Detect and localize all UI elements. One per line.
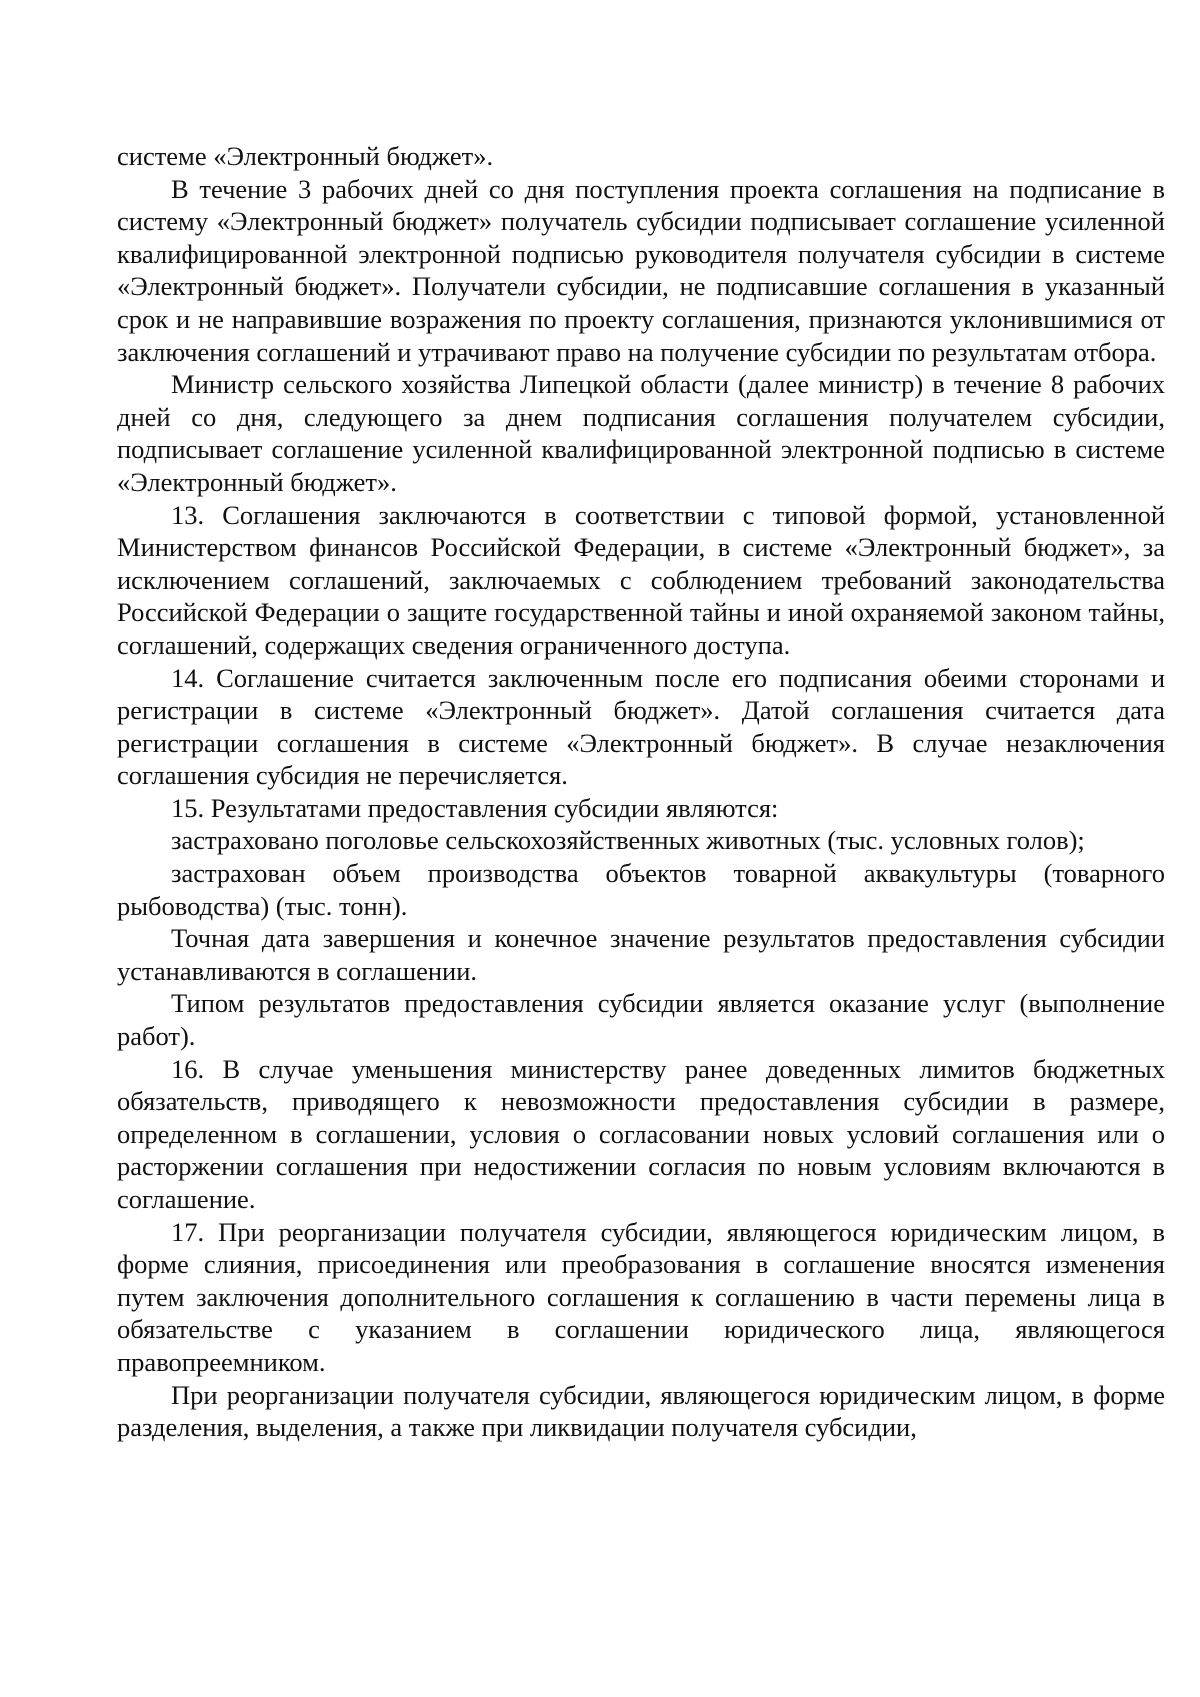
paragraph-minister-signing: Министр сельского хозяйства Липецкой области (далее министр) в течение 8 рабочих дней со дня, следующего за днем подписания соглашения получателем субсидии, подписывает соглашение усиленной квалифицированной электронной подписью в системе «Электронный бюджет». — [117, 369, 1165, 497]
paragraph-result-type: Типом результатов предоставления субсидии является оказание услуг (выполнение работ). — [117, 988, 1165, 1052]
paragraph-continuation: системе «Электронный бюджет». — [117, 141, 494, 171]
paragraph-13: 13. Соглашения заключаются в соответствии с типовой формой, установленной Министерством финансов Российской Федерации, в системе «Электронный бюджет», за исключением соглашений, заключаемых с соблюдением требований законодательства Российской Федерации о защите государственной тайны и иной охраняемой законом тайны, соглашений, содержащих сведения ограниченного доступа. — [117, 499, 1165, 660]
paragraph-15: 15. Результатами предоставления субсидии являются: — [171, 792, 779, 823]
paragraph-17: 17. При реорганизации получателя субсидии, являющегося юридическим лицом, в форме слияния, присоединения или преобразования в соглашение вносятся изменения путем заключения дополнительного соглашения к соглашению в части перемены лица в обязательстве с указанием в соглашении юридического лица, являющегося правопреемником. — [117, 1216, 1165, 1377]
paragraph-14: 14. Соглашение считается заключенным после его подписания обеими сторонами и регистрации в системе «Электронный бюджет». Датой соглашения считается дата регистрации соглашения в системе «Электронный бюджет». В случае незаключения соглашения субсидия не перечисляется. — [117, 662, 1165, 791]
paragraph-reorganization: При реорганизации получателя субсидии, являющегося юридическим лицом, в форме разделения, выделения, а также при ликвидации получателя субсидии, — [117, 1379, 1165, 1443]
document-page — [117, 140, 1165, 1444]
paragraph-result-aquaculture: застрахован объем производства объектов товарной аквакультуры (товарного рыбоводства) (тыс. тонн). — [117, 858, 1165, 921]
paragraph-16: 16. В случае уменьшения министерству ранее доведенных лимитов бюджетных обязательств, приводящего к невозможности предоставления субсидии в размере, определенном в соглашении, условия о согласовании новых условий соглашения или о расторжении соглашения при недостижении согласия по новым условиям включаются в соглашение. — [117, 1053, 1165, 1214]
paragraph-signing-deadline: В течение 3 рабочих дней со дня поступления проекта соглашения на подписание в систему «Электронный бюджет» получатель субсидии подписывает соглашение усиленной квалифицированной электронной подписью руководителя получателя субсидии в системе «Электронный бюджет». Получатели субсидии, не подписавшие соглашения в указанный срок и не направившие возражения по проекту соглашения, признаются уклонившимися от заключения соглашений и утрачивают право на получение субсидии по результатам отбора. — [117, 173, 1165, 367]
paragraph-result-date: Точная дата завершения и конечное значение результатов предоставления субсидии устанавливаются в соглашении. — [117, 923, 1165, 986]
paragraph-result-livestock: застраховано поголовье сельскохозяйственных животных (тыс. условных голов); — [171, 825, 1085, 856]
